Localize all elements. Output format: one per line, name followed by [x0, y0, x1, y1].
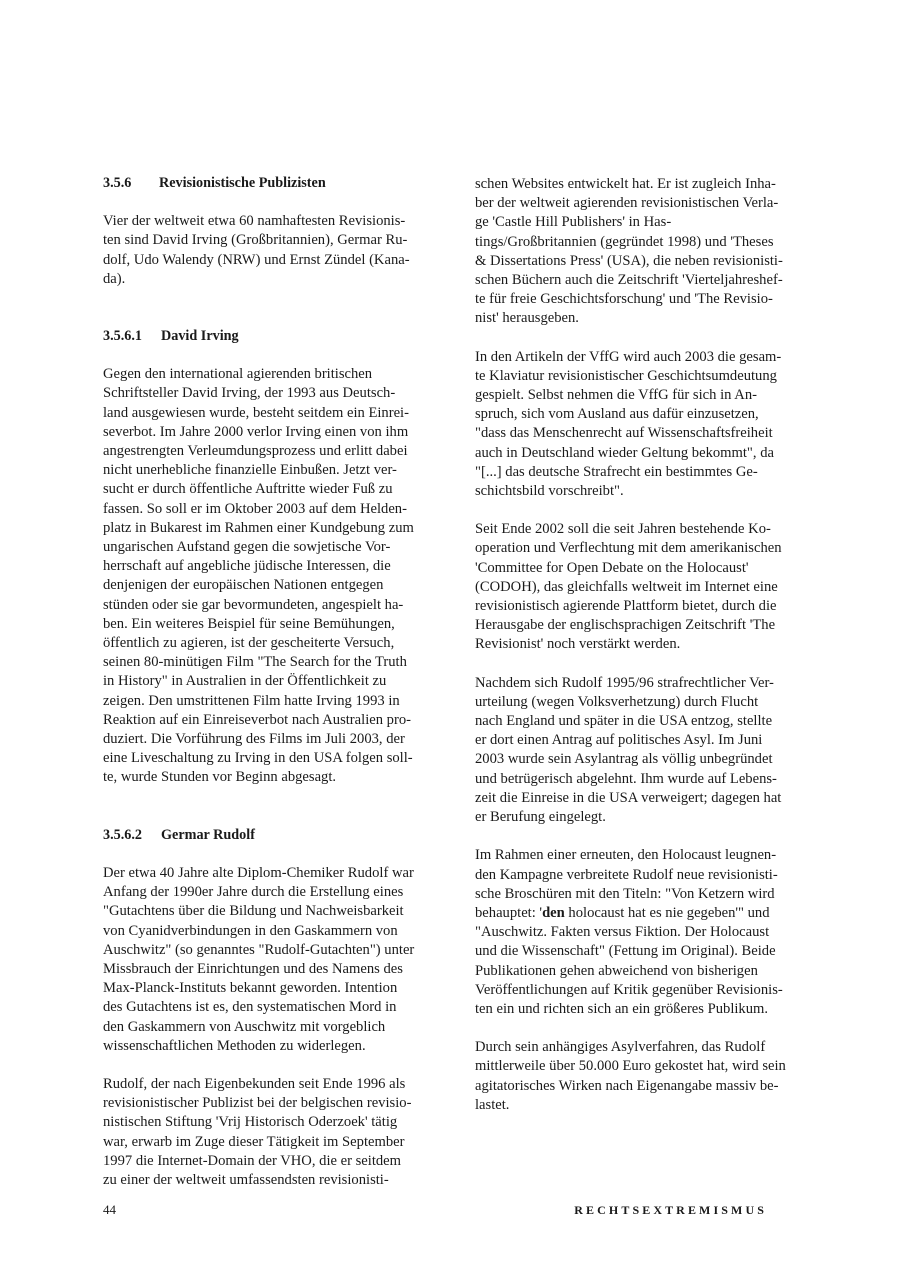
section-number: 3.5.6 [103, 175, 132, 191]
section-number: 3.5.6.1 [103, 328, 143, 345]
section-heading-david-irving [103, 327, 403, 346]
paragraph-costs: Durch sein anhängiges Asylverfahren, das Rudolf mittlerweile über 50.000 Euro gekostet hat, wird sein agitatorisches Wirken nach Eigenangabe massiv be- lastet. [475, 1039, 786, 1113]
paragraph-asylum: Nachdem sich Rudolf 1995/96 strafrechtlicher Ver- urteilung (wegen Volksverhetzung) durch Flucht nach England und später in die USA entzog, stellte er dort einen Antrag auf politisches Asyl. Im Juni 2003 wurde sein Asylantrag als völlig unbegründet und betrügerisch abgelehnt. Ihm wurde auf Lebens- zeit die Einreise in die USA verweigert; dagegen hat er Berufung eingelegt. [475, 674, 782, 826]
section-heading-3-5-6 [103, 174, 403, 193]
paragraph-intro: Vier der weltweit etwa 60 namhaftesten Revisionis- ten sind David Irving (Großbritannien), Germar Ru- dolf, Udo Walendy (NRW) und Ernst Zündel (Kana- da). [103, 213, 410, 287]
section-number: 3.5.6.2 [103, 826, 143, 843]
brochure-title-line: behauptet: 'den holocaust hat es nie gegeben'" und [475, 904, 770, 921]
section-heading-germar-rudolf [103, 826, 403, 845]
section-title: David Irving [161, 328, 239, 345]
paragraph-vffg: In den Artikeln der VffG wird auch 2003 die gesam- te Klaviatur revisionistischer Geschichtsumdeutung gespielt. Selbst nehmen die VffG für sich in An- spruch, sich vom Ausland aus dafür einzusetzen, "dass das Menschenrecht auf Wissenschaftsfreiheit auch in Deutschland wieder Geltung bekommt", da "[...] das deutsche Strafrecht ein bestimmtes Ge- schichtsbild vorschreibt". [475, 348, 782, 500]
paragraph-publishers: schen Websites entwickelt hat. Er ist zugleich Inha- ber der weltweit agierenden revisionistischen Verla- ge 'Castle Hill Publishers' in Has- tings/Großbritannien (gegründet 1998) und 'Theses & Dissertations Press' (USA), die neben revisionisti- schen Büchern auch die Zeitschrift 'Vierteljahreshef- te für freie Geschichtsforschung' und 'The Revisio- nist' herausgeben. [475, 176, 783, 327]
paragraph-codoh: Seit Ende 2002 soll die seit Jahren bestehende Ko- operation und Verflechtung mit dem amerikanischen 'Committee for Open Debate on the Holocaust' (CODOH), das gleichfalls weltweit im Internet eine revisionistisch agierende Plattform bietet, durch die Herausgabe der englischsprachigen Zeitschrift 'The Revisionist' noch verstärkt werden. [475, 521, 782, 653]
section-title: Germar Rudolf [161, 826, 255, 843]
page-number: 44 [103, 1202, 116, 1217]
right-column [475, 175, 786, 1115]
section-title: Revisionistische Publizisten [159, 175, 326, 191]
paragraph-rudolf-vho: Rudolf, der nach Eigenbekunden seit Ende 1996 als revisionistischer Publizist bei der belgischen revisio- nistischen Stiftung 'Vrij Historisch Oderzoek' tätig war, erwarb im Zuge dieser Tätigkeit im September 1997 die Internet-Domain der VHO, die er seitdem zu einer der weltweit umfassendsten revisionisti- [103, 1075, 412, 1188]
bold-emphasis: den [542, 904, 565, 921]
paragraph-irving: Gegen den international agierenden britischen Schriftsteller David Irving, der 1993 aus Deutsch- land ausgewiesen wurde, besteht seitdem ein Einrei- severbot. Im Jahre 2000 verlor Irving einen von ihm angestrengten Verleumdungsprozess und erlitt dabei nicht unerhebliche finanzielle Einbußen. Jetzt ver- sucht er durch öffentliche Auftritte wieder Fuß zu fassen. So soll er im Oktober 2003 auf dem Helden- platz in Bukarest im Rahmen einer Kundgebung zum ungarischen Aufstand gegen die sowjetische Vor- herrschaft auf angebliche jüdische Interessen, die denjenigen der europäischen Nationen entgegen stünden oder sie gar bevormundeten, angespielt ha- ben. Ein weiteres Beispiel für seine Bemühungen, öffentlich zu agieren, ist der gescheiterte Versuch, seinen 80-minütigen Film "The Search for the Truth in History" in Australien in der Öffentlichkeit zu zeigen. Den umstrittenen Film hatte Irving 1993 in Reaktion auf ein Einreiseverbot nach Australien pro- duziert. Die Vorführung des Films im Juli 2003, der eine Liveschaltung zu Irving in den USA folgen soll- te, wurde Stunden vor Beginn abgesagt. [103, 366, 414, 786]
paragraph-brochures: Im Rahmen einer erneuten, den Holocaust leugnen- den Kampagne verbreitete Rudolf neue revisionisti- sche Broschüren mit den Titeln: "Von Ketzern wird behauptet: 'den holocaust hat es nie gegeben'" und "Auschwitz. Fakten versus Fiktion. Der Holocaust und die Wissenschaft" (Fettung im Original). Beide Publikationen gehen abweichend von bisherigen Veröffentlichungen auf Kritik gegenüber Revisionis- ten ein und richten sich an ein größeres Publikum. [475, 847, 783, 1017]
paragraph-rudolf-gutachten: Der etwa 40 Jahre alte Diplom-Chemiker Rudolf war Anfang der 1990er Jahre durch die Erstellung eines "Gutachtens über die Bildung und Nachweisbarkeit von Cyanidverbindungen in den Gaskammern von Auschwitz" (so genanntes "Rudolf-Gutachten") unter Missbrauch der Einrichtungen und des Namens des Max-Planck-Instituts bekannt geworden. Intention des Gutachtens ist es, den systematischen Mord in den Gaskammern von Auschwitz mit vorgeblich wissenschaftlichen Methoden zu widerlegen. [103, 864, 415, 1054]
left-column [103, 174, 415, 1190]
running-title: RECHTSEXTREMISMUS [574, 1203, 767, 1217]
